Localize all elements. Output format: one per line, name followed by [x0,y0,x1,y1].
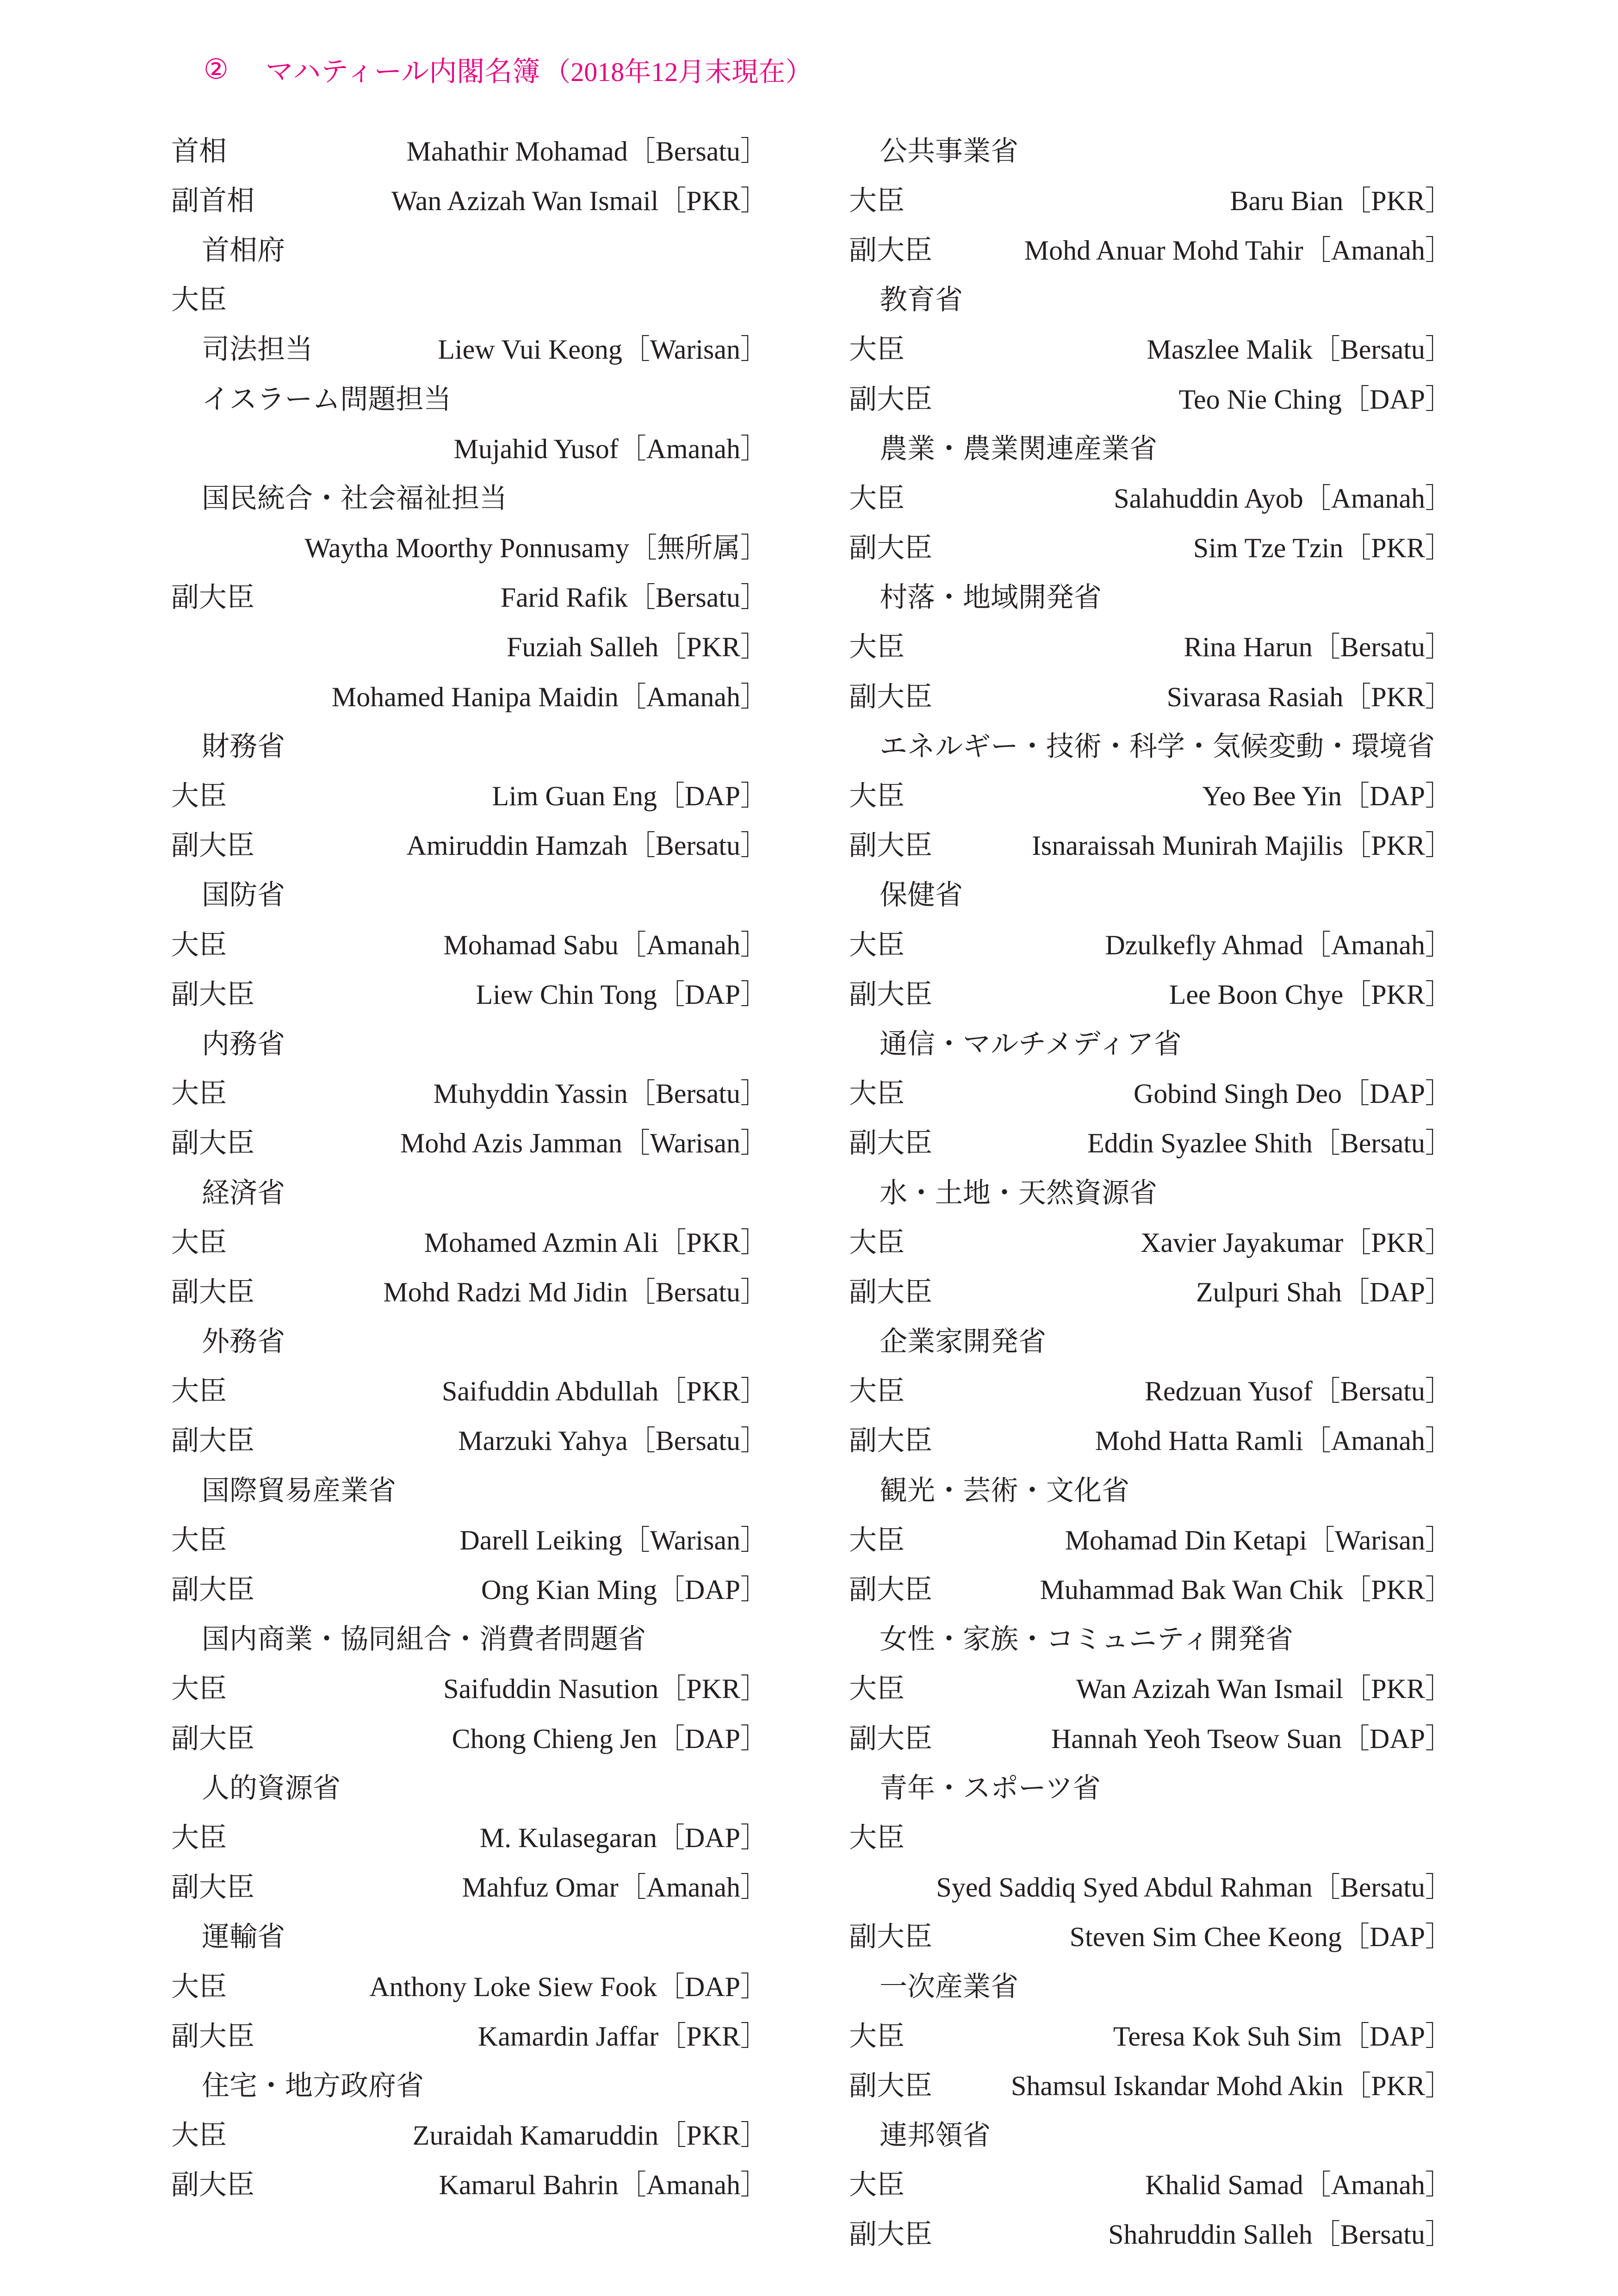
member-name: Rina Harun［Bersatu］ [1184,632,1453,663]
ministry-heading [849,1960,1453,2009]
member-row [849,1215,1453,1265]
member-row [171,2009,768,2059]
ministry-name: 企業家開発省 [880,1325,1046,1358]
member-role: 副大臣 [849,234,932,267]
member-role: 大臣 [849,482,905,515]
member-row [849,1910,1453,1960]
member-role: 大臣 [171,928,227,961]
member-role: 大臣 [849,1821,905,1854]
ministry-name: 連邦領省 [880,2119,991,2152]
member-role: 副大臣 [849,1425,932,1457]
member-row [171,1860,768,1910]
member-name: Zuraidah Kamaruddin［PKR］ [412,2120,768,2151]
ministry-name: 国防省 [202,879,285,912]
ministry-heading [171,1612,768,1662]
member-name: Yeo Bee Yin［DAP］ [1202,781,1453,812]
member-name: Sivarasa Rasiah［PKR］ [1166,681,1453,712]
member-role: 大臣 [171,284,227,317]
member-name: Xavier Jayakumar［PKR］ [1141,1227,1453,1258]
member-row [849,2158,1453,2208]
member-role: 大臣 [849,1524,905,1556]
member-name: Kamarul Bahrin［Amanah］ [439,2170,768,2201]
member-role: 副大臣 [171,581,254,614]
member-name: Mohamad Din Ketapi［Warisan］ [1065,1524,1453,1556]
member-row [171,1414,768,1463]
member-name: Anthony Loke Siew Fook［DAP］ [369,1971,768,2002]
member-name: Maszlee Malik［Bersatu］ [1147,334,1453,365]
ministry-heading [171,719,768,769]
member-row [171,1067,768,1116]
ministry-name: エネルギー・技術・科学・気候変動・環境省 [880,730,1435,763]
member-name: Fuziah Salleh［PKR］ [507,632,768,663]
member-name: Amiruddin Hamzah［Bersatu］ [406,830,768,861]
member-row [849,1662,1453,1711]
member-row [171,1265,768,1314]
ministry-heading [849,273,1453,323]
member-row [849,1513,1453,1562]
member-row [849,819,1453,868]
member-row [171,670,768,719]
member-name: Mohamed Hanipa Maidin［Amanah］ [331,681,768,712]
ministry-name: 国際貿易産業省 [202,1474,396,1507]
ministry-heading [171,1761,768,1811]
member-row [171,571,768,620]
member-role: 大臣 [171,1970,227,2003]
member-row [171,2158,768,2208]
member-row [849,2208,1453,2257]
ministry-heading [171,1463,768,1513]
member-name: Marzuki Yahya［Bersatu］ [458,1425,768,1456]
member-name: Mohd Azis Jamman［Warisan］ [400,1128,768,1159]
ministry-name: 農業・農業関連産業省 [880,432,1157,465]
member-name: Eddin Syazlee Shith［Bersatu］ [1087,1128,1453,1159]
title-text: マハティール内閣名簿 [265,56,540,88]
ministry-heading [849,868,1453,918]
member-row [849,2059,1453,2108]
ministry-name: 運輸省 [202,1921,285,1954]
ministry-name: 財務省 [202,730,285,763]
member-name: Teo Nie Ching［DAP］ [1178,384,1453,415]
ministry-heading [171,471,768,521]
member-role: 大臣 [849,928,905,961]
member-row [171,1811,768,1860]
ministry-name: 内務省 [202,1027,285,1060]
member-name: Muhammad Bak Wan Chik［PKR］ [1040,1574,1453,1605]
member-name: Mujahid Yusof［Amanah］ [453,433,768,464]
left-column [171,124,768,2208]
member-role: 大臣 [171,780,227,813]
member-row [171,323,768,372]
member-row [849,471,1453,521]
member-row [171,174,768,223]
member-role: 大臣 [171,1524,227,1556]
member-role: 大臣 [849,2169,905,2202]
ministry-heading [849,1612,1453,1662]
ministry-heading [849,1463,1453,1513]
ministry-name: 住宅・地方政府省 [202,2069,424,2102]
member-name: Shamsul Iskandar Mohd Akin［PKR］ [1010,2070,1453,2101]
ministry-name: 観光・芸術・文化省 [880,1474,1129,1507]
member-role: 副大臣 [849,1921,932,1954]
member-role: 副大臣 [849,829,932,862]
member-role: 大臣 [849,333,905,366]
member-row [849,620,1453,670]
ministry-heading [849,1166,1453,1215]
member-row [171,1562,768,1612]
member-name: Liew Vui Keong［Warisan］ [438,334,768,365]
member-role: 大臣 [849,2020,905,2053]
ministry-name: 青年・スポーツ省 [880,1772,1101,1804]
section-number: ② [204,53,229,86]
member-role: 大臣 [171,1375,227,1408]
ministry-heading [171,2059,768,2108]
member-name: Mohd Radzi Md Jidin［Bersatu］ [383,1276,768,1307]
member-row [171,1215,768,1265]
ministry-name: 水・土地・天然資源省 [880,1176,1157,1209]
member-role: 副大臣 [849,383,932,416]
member-name: Zulpuri Shah［DAP］ [1196,1276,1453,1307]
member-name: Mohamed Azmin Ali［PKR］ [424,1227,768,1258]
ministry-heading [171,223,768,273]
ministry-heading [171,1910,768,1960]
member-row [849,1562,1453,1612]
member-row [171,124,768,174]
ministry-name: 教育省 [880,284,963,317]
member-name: Liew Chin Tong［DAP］ [476,979,768,1010]
member-role: 大臣 [849,631,905,664]
ministry-heading [849,1315,1453,1364]
title-date: （2018年12月末現在） [544,57,812,87]
member-row [171,1960,768,2009]
member-role: 副大臣 [171,1574,254,1606]
member-name: Sim Tze Tzin［PKR］ [1193,533,1453,564]
member-role: 副大臣 [849,2069,932,2102]
member-role: 大臣 [171,2119,227,2152]
member-role: 大臣 [849,1077,905,1110]
ministry-name: 外務省 [202,1325,285,1358]
member-name: Mahathir Mohamad［Bersatu］ [406,136,768,167]
member-row [849,967,1453,1017]
member-row [171,422,768,471]
member-role: 副大臣 [171,978,254,1011]
member-row [849,372,1453,422]
member-role: 大臣 [849,184,905,217]
member-role: 副大臣 [171,1425,254,1457]
member-name: Syed Saddiq Syed Abdul Rahman［Bersatu］ [936,1872,1453,1903]
member-row [849,1860,1453,1910]
member-row [171,1116,768,1166]
ministry-heading [171,372,768,422]
ministry-name: 保健省 [880,879,963,912]
member-row [849,918,1453,967]
member-name: Ong Kian Ming［DAP］ [481,1574,768,1605]
right-column [849,124,1453,2257]
member-role: 副大臣 [849,2218,932,2251]
member-row [171,1711,768,1761]
member-role: 副大臣 [849,680,932,713]
member-row [171,273,768,323]
member-name: Wan Azizah Wan Ismail［PKR］ [1076,1674,1453,1705]
member-row [849,223,1453,273]
member-role: 副大臣 [171,1276,254,1308]
page-title [204,46,812,93]
member-row [849,1116,1453,1166]
member-name: Isnaraissah Munirah Majilis［PKR］ [1032,830,1453,861]
member-row [171,967,768,1017]
member-role: 副大臣 [849,1276,932,1308]
member-row [171,1513,768,1562]
member-role: 副大臣 [171,1871,254,1904]
member-name: Dzulkefly Ahmad［Amanah］ [1105,929,1453,960]
member-name: Farid Rafik［Bersatu］ [500,582,768,613]
ministry-heading [171,1315,768,1364]
ministry-heading [849,124,1453,174]
member-name: Mahfuz Omar［Amanah］ [462,1872,768,1903]
member-name: Saifuddin Abdullah［PKR］ [441,1376,768,1407]
member-role: 司法担当 [202,333,313,366]
member-name: Lim Guan Eng［DAP］ [492,781,768,812]
member-row [849,1414,1453,1463]
member-row [171,819,768,868]
member-name: Steven Sim Chee Keong［DAP］ [1069,1922,1453,1953]
ministry-name: イスラーム問題担当 [202,383,452,416]
member-name: Wan Azizah Wan Ismail［PKR］ [391,185,768,216]
ministry-name: 通信・マルチメディア省 [880,1027,1182,1060]
ministry-name: 経済省 [202,1176,285,1209]
member-row [171,1364,768,1414]
ministry-heading [849,719,1453,769]
member-name: Kamardin Jaffar［PKR］ [477,2021,768,2052]
member-name: Darell Leiking［Warisan］ [459,1524,768,1556]
member-role: 大臣 [849,780,905,813]
member-name: Saifuddin Nasution［PKR］ [443,1674,768,1705]
ministry-heading [171,1166,768,1215]
member-role: 副大臣 [171,2169,254,2202]
member-role: 副大臣 [849,1127,932,1160]
member-name: Hannah Yeoh Tseow Suan［DAP］ [1051,1723,1453,1754]
member-row [171,521,768,571]
member-row [849,1811,1453,1860]
member-role: 大臣 [171,1673,227,1705]
ministry-name: 公共事業省 [880,135,1018,168]
ministry-name: 首相府 [202,234,285,267]
member-row [171,1662,768,1711]
member-name: Muhyddin Yassin［Bersatu］ [433,1078,768,1109]
ministry-name: 国民統合・社会福祉担当 [202,482,507,515]
member-name: Waytha Moorthy Ponnusamy［無所属］ [304,533,768,564]
member-name: Khalid Samad［Amanah］ [1145,2170,1453,2201]
member-role: 副大臣 [849,532,932,565]
member-name: Redzuan Yusof［Bersatu］ [1145,1376,1453,1407]
ministry-heading [849,2109,1453,2158]
ministry-name: 女性・家族・コミュニティ開発省 [880,1623,1293,1656]
ministry-name: 人的資源省 [202,1772,341,1804]
member-row [171,620,768,670]
member-name: M. Kulasegaran［DAP］ [479,1822,768,1853]
member-role: 大臣 [849,1673,905,1705]
member-row [171,2109,768,2158]
member-row [171,918,768,967]
member-role: 副大臣 [849,1574,932,1606]
member-role: 副大臣 [849,1722,932,1755]
member-role: 副大臣 [171,829,254,862]
member-name: Lee Boon Chye［PKR］ [1169,979,1453,1010]
member-role: 大臣 [171,1226,227,1259]
member-name: Mohd Hatta Ramli［Amanah］ [1095,1425,1453,1456]
member-row [171,769,768,818]
ministry-heading [171,1017,768,1066]
member-row [849,1067,1453,1116]
member-role: 首相 [171,135,227,168]
member-name: Gobind Singh Deo［DAP］ [1133,1078,1453,1109]
member-row [849,174,1453,223]
ministry-heading [849,422,1453,471]
ministry-heading [849,571,1453,620]
member-role: 副大臣 [171,2020,254,2053]
member-role: 副首相 [171,184,254,217]
member-role: 大臣 [849,1226,905,1259]
member-row [849,323,1453,372]
ministry-heading [849,1761,1453,1811]
member-row [849,769,1453,818]
member-row [849,2009,1453,2059]
member-name: Chong Chieng Jen［DAP］ [452,1723,768,1754]
member-name: Shahruddin Salleh［Bersatu］ [1108,2219,1453,2250]
member-role: 副大臣 [171,1127,254,1160]
member-row [849,1364,1453,1414]
member-name: Mohamad Sabu［Amanah］ [443,929,768,960]
member-role: 副大臣 [171,1722,254,1755]
member-row [849,1711,1453,1761]
member-row [849,521,1453,571]
member-name: Baru Bian［PKR］ [1230,185,1453,216]
ministry-name: 一次産業省 [880,1970,1018,2003]
ministry-heading [171,868,768,918]
member-row [849,670,1453,719]
member-name: Mohd Anuar Mohd Tahir［Amanah］ [1024,235,1453,266]
member-role: 副大臣 [849,978,932,1011]
member-name: Salahuddin Ayob［Amanah］ [1114,483,1453,514]
member-role: 大臣 [171,1077,227,1110]
member-role: 大臣 [849,1375,905,1408]
member-row [849,1265,1453,1314]
member-name: Teresa Kok Suh Sim［DAP］ [1113,2021,1453,2052]
ministry-name: 村落・地域開発省 [880,581,1102,614]
ministry-heading [849,1017,1453,1066]
member-role: 大臣 [171,1821,227,1854]
ministry-name: 国内商業・協同組合・消費者問題省 [202,1623,646,1656]
